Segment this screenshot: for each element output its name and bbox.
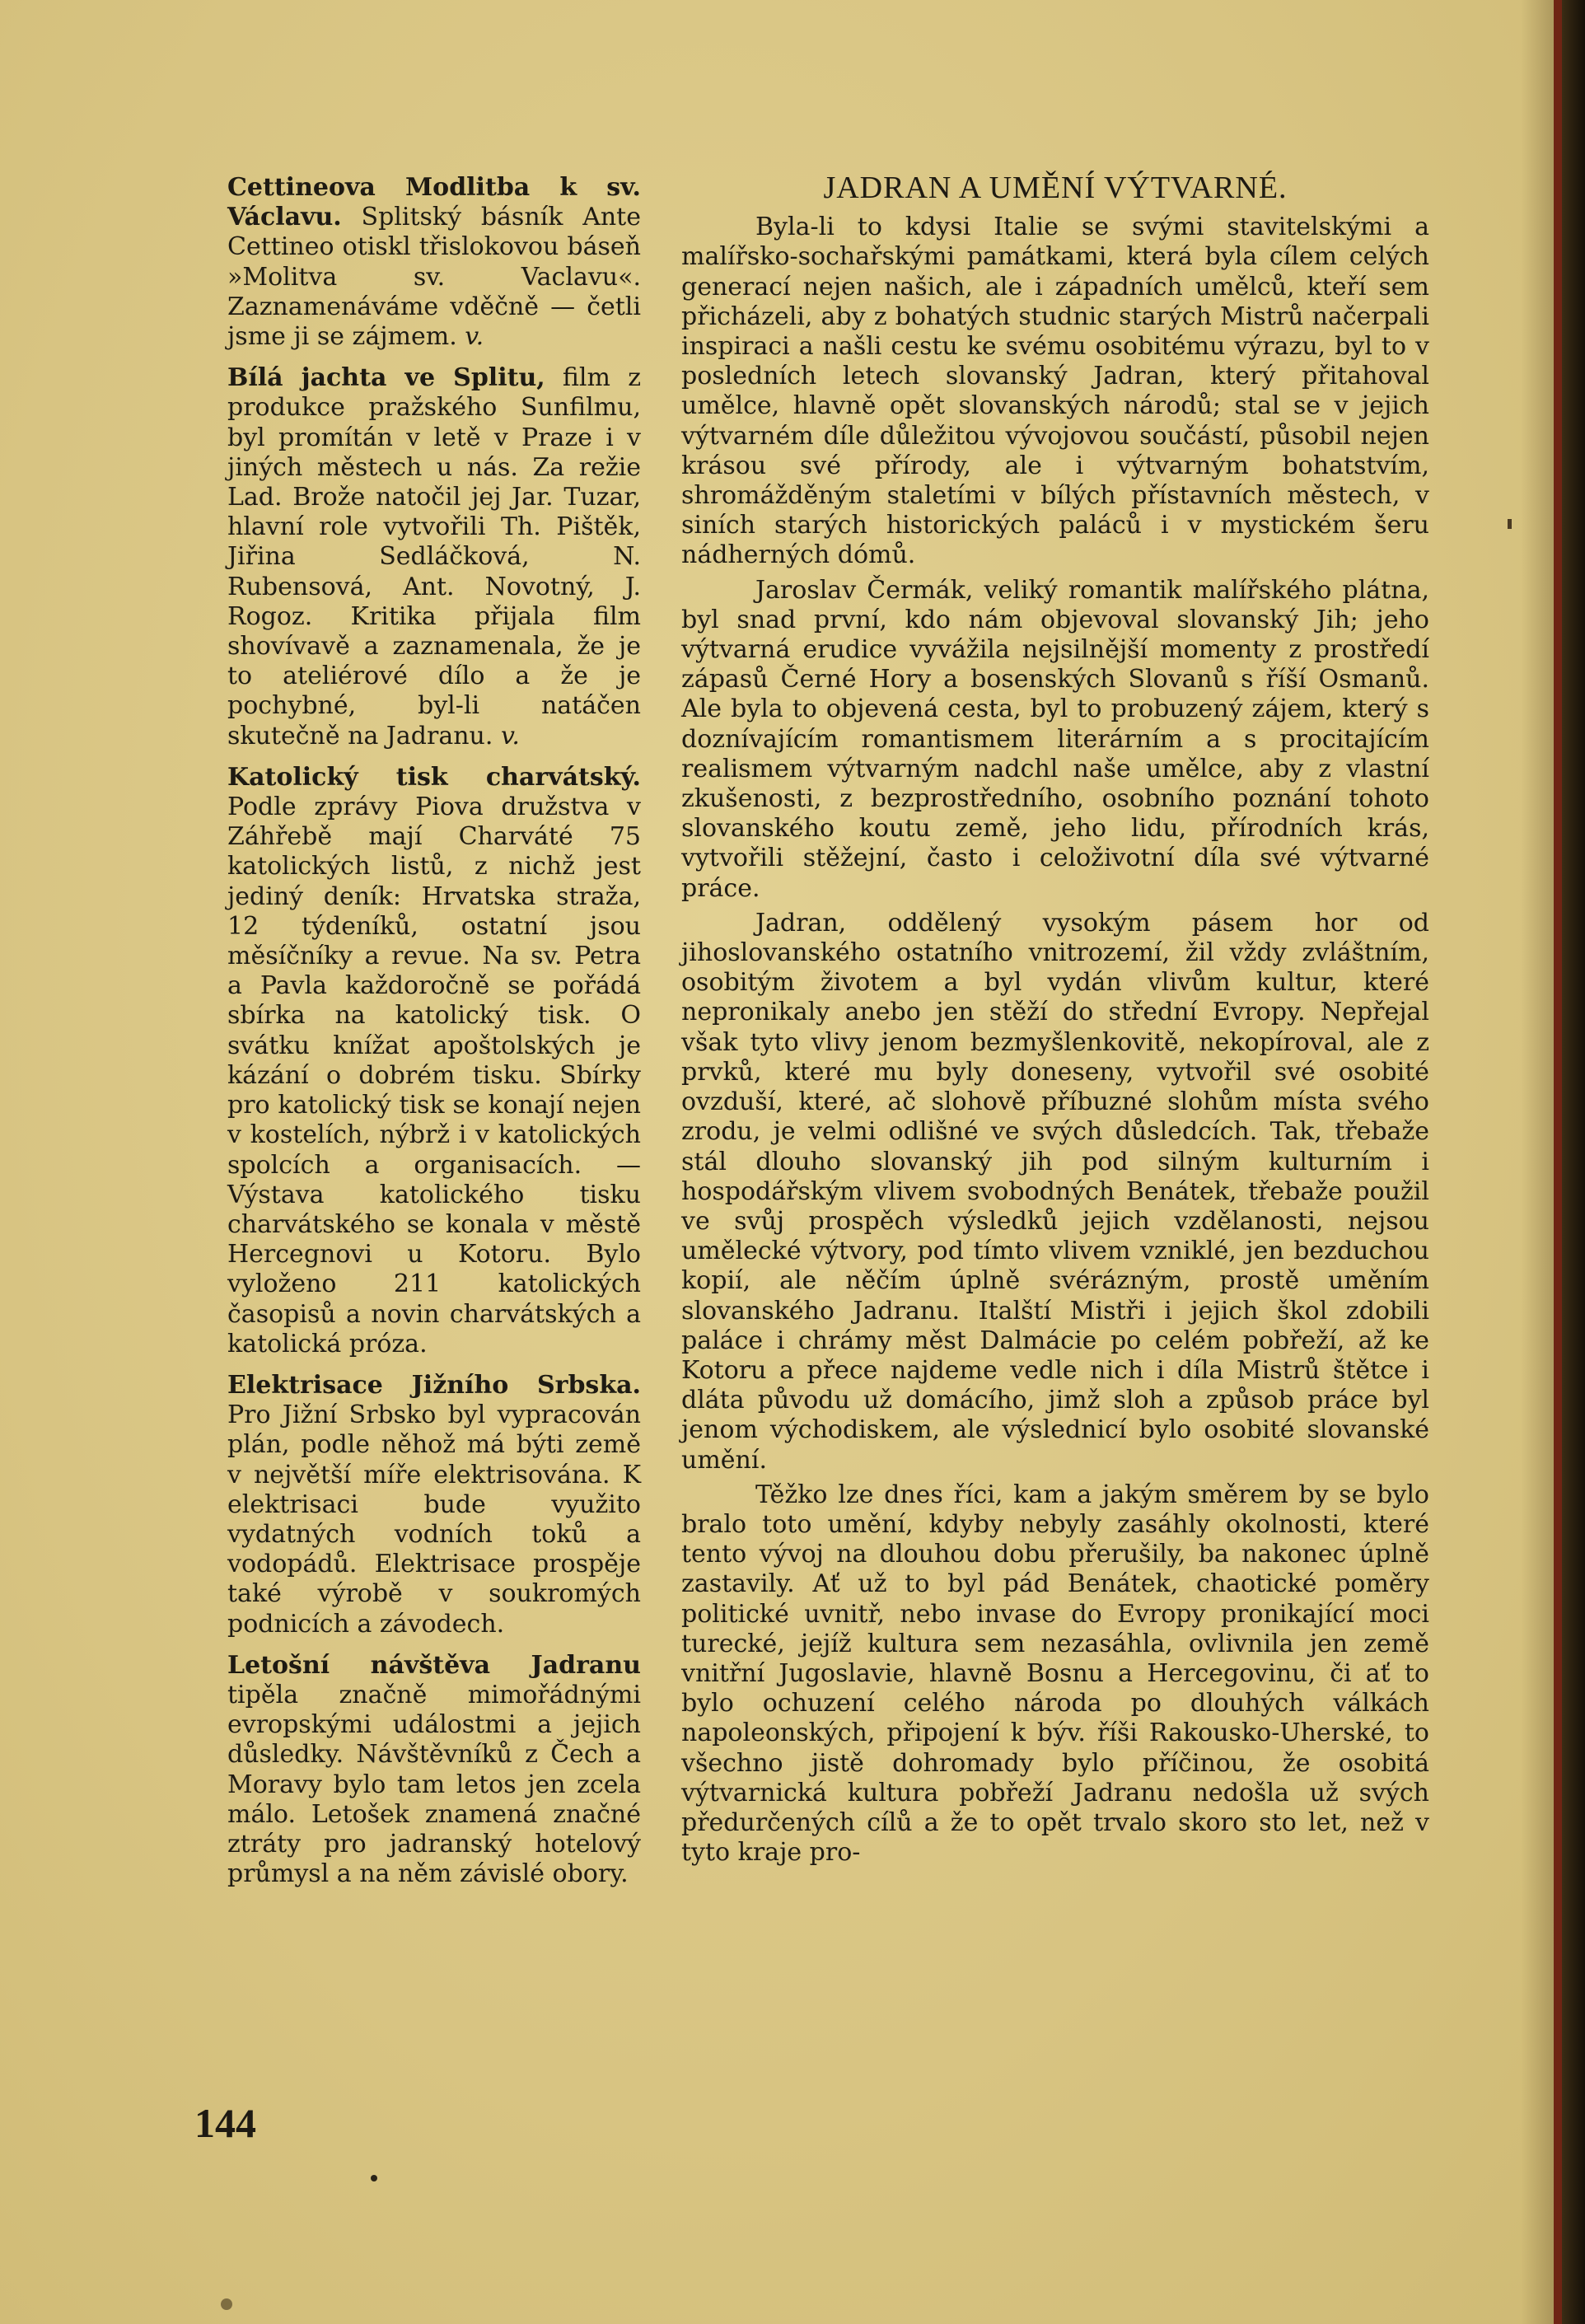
article-elektrisace [227,1371,641,1639]
article-bila-jachta [227,363,641,751]
article-signature: v. [500,721,520,751]
article-katolicky-tisk [227,763,641,1359]
binding-edge-red [1554,0,1562,2324]
article-body: film z produkce pražského Sunfilmu, byl promítán v letě v Praze i v jiných městech u nás. Za režie Lad. Brože natočil jej Jar. Tuzar, hlavní role vytvořili Th. Pištěk, Jiřina Sedláčková, N. Rubensová, Ant. Novotný, J. Rogoz. Kritika přijala film shovívavě a zaznamenala, že je to ateliérové dílo a že je pochybné, byl-li natáčen skutečně na Jadranu. [227,363,641,751]
article-cettineo [227,173,641,352]
binding-shadow [1521,0,1554,2324]
article-body: Podle zprávy Piova družstva v Záhřebě mají Charváté 75 katolických listů, z nichž jest jediný deník: Hrvatska straža, 12 týdeníků, ostatní jsou měsíčníky a revue. Na sv. Petra a Pavla každoročně se pořádá sbírka na katolický tisk. O svátku knížat apoštolských je kázání o dobrém tisku. Sbírky pro katolický tisk se konají nejen v kostelích, nýbrž i v katolických spolcích a organisacích. — Výstava katolického tisku charvátského se konala v městě Hercegnovi u Kotoru. Bylo vyloženo 211 katolických časopisů a novin charvátských a katolická próza. [227,793,641,1358]
right-column [681,173,1429,1868]
binding-edge-dark [1562,0,1585,2324]
paragraph: Jadran, oddělený vysokým pásem hor od jihoslovanského ostatního vnitrozemí, žil vždy zvláštním, osobitým životem a byl vydán vlivům kultur, které nepronikaly anebo jen stěží do střední Evropy. Nepřejal však tyto vlivy jenom bezmyšlenkovitě, nekopíroval, ale z prvků, které mu byly doneseny, vytvořil své osobité ovzduší, které, ač slohově příbuzné slohům místa svého zrodu, je velmi odlišné ve svých důsledcích. Tak, třebaže stál dlouho slovanský jih pod silným kulturním i hospodářským vlivem svobodných Benátek, třebaže použil ve svůj prospěch výsledků jejich vzdělanosti, nejsou umělecké výtvory, pod tímto vlivem vzniklé, jen bezduchou kopií, ale něčím úplně svérázným, prostě uměním slovanského Jadranu. Italští Mistři i jejich škol zdobili paláce i chrámy měst Dalmácie po celém pobřeží, až ke Kotoru a přece najdeme vedle nich i díla Mistrů štětce i dláta původu už domácího, jimž sloh a způsob práce byl jenom východiskem, ale výslednicí bylo osobité slovanské umění. [681,908,1429,1475]
section-title: JADRAN A UMĚNÍ VÝTVARNÉ. [823,171,1288,205]
article-heading: Elektrisace Jižního Srbska. [227,1370,641,1400]
article-heading: Katolický tisk charvátský. [227,762,641,792]
left-column [227,173,641,1889]
print-dot [371,2175,377,2181]
article-heading: Cettineova Modlitba k sv. Václavu. [227,173,641,232]
article-heading: Letošní návštěva Jadranu [227,1650,641,1680]
paragraph: Byla-li to kdysi Italie se svými stavitelskými a malířsko-sochařskými památkami, která byla cílem celých generací nejen našich, ale i západních umělců, kteří sem přicházeli, aby z bohatých studnic starých Mistrů načerpali inspiraci a našli cestu ke svému osobitému výrazu, byl to v posledních letech slovanský Jadran, který přitahoval umělce, hlavně opět slovanských národů; stal se v jejich výtvarném díle důležitou vývojovou součástí, působil nejen krásou své přírody, ale i výtvarným bohatstvím, shromážděným staletími v bílých přístavních městech, v siních starých historických paláců i v mystickém šeru nádherných dómů. [681,213,1429,570]
article-signature: v. [465,322,484,352]
article-body: Pro Jižní Srbsko byl vypracován plán, podle něhož má býti země v největší míře elektrisována. K elektrisaci bude využito vydatných vodních toků a vodopádů. Elektrisace prospěje také výrobě v soukromých podnicích a závodech. [227,1400,641,1639]
page-number: 144 [194,2100,256,2146]
article-body: tipěla značně mimořádnými evropskými událostmi a jejich důsledky. Návštěvníků z Čech a Moravy bylo tam letos jen zcela málo. Letošek znamená značné ztráty pro jadranský hotelový průmysl a na něm závislé obory. [227,1680,641,1889]
paragraph: Jaroslav Čermák, veliký romantik malířského plátna, byl snad první, kdo nám objevoval slovanský Jih; jeho výtvarná erudice vyvážila nejsilnější momenty z prostředí zápasů Černé Hory a bosenských Slovanů s říší Osmanů. Ale byla to objevená cesta, byl to probuzený zájem, který s doznívajícím romantismem literárním a s procitajícím realismem výtvarným nadchl naše umělce, aby z vlastní zkušenosti, z bezprostředního, osobního poznání tohoto slovanského koutu země, jeho lidu, přírodních krás, vytvořili stěžejní, často i celoživotní díla své výtvarné práce. [681,575,1429,903]
margin-mark [1508,519,1512,529]
article-heading: Bílá jachta ve Splitu, [227,363,545,393]
article-navsteva-jadranu [227,1651,641,1890]
paper-speck [221,2298,232,2310]
paragraph: Těžko lze dnes říci, kam a jakým směrem by se bylo bralo toto umění, kdyby nebyly zasáhly okolnosti, které tento vývoj na dlouhou dobu přerušily, ba nakonec úplně zastavily. Ať už to byl pád Benátek, chaotické poměry politické uvnitř, nebo invase do Evropy pronikající moci turecké, jejíž kultura sem nezasáhla, ovlivnila jen země vnitřní Jugoslavie, hlavně Bosnu a Hercegovinu, či ať to bylo ochuzení celého národa po dlouhých válkách napoleonských, připojení k býv. říši Rakousko-Uherské, to všechno jistě dohromady bylo příčinou, že osobitá výtvarnická kultura pobřeží Jadranu nedošla už svých předurčených cílů a že to opět trvalo skoro sto let, než v tyto kraje pro- [681,1480,1429,1868]
article-body: Splitský básník Ante Cettineo otiskl třislokovou báseň »Molitva sv. Vaclavu«. Zaznamenáváme vděčně — četli jsme ji se zájmem. [227,203,641,352]
